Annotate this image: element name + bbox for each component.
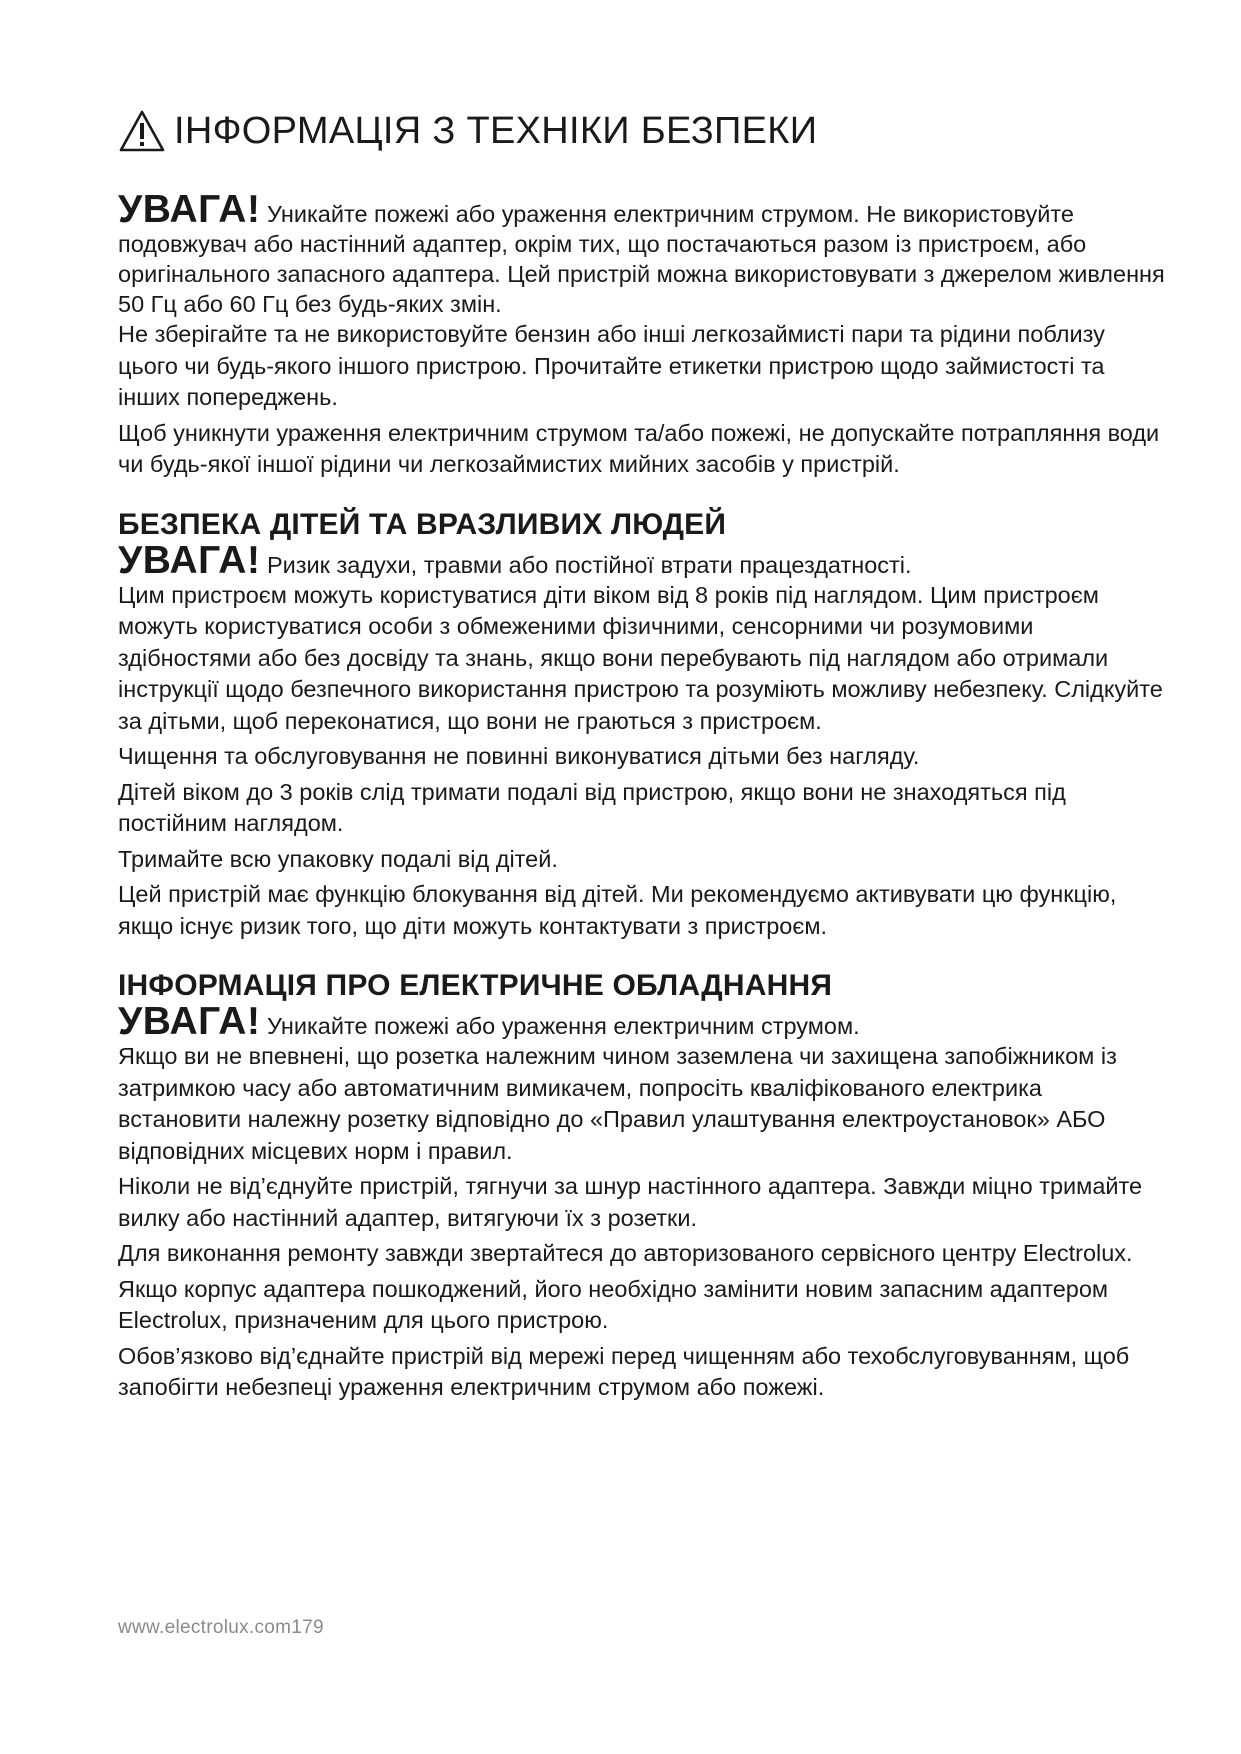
warning-line — [118, 1000, 1168, 1043]
paragraph: Цим пристроєм можуть користуватися діти віком від 8 років під наглядом. Цим пристроєм можуть користуватися особи з обмеженими фізичними, сенсорними чи розумовими здібностями або без досвіду та знань, якщо вони перебувають під наглядом або отримали інструкції щодо безпечного використання пристрою та розуміють можливу небезпеку. Слідкуйте за дітьми, щоб переконатися, що вони не граються з пристроєм. — [118, 581, 1163, 734]
warning-triangle-icon — [118, 109, 166, 153]
warning-line — [118, 188, 1168, 319]
paragraph: Для виконання ремонту завжди звертайтеся до авторизованого сервісного центру Electrolux. — [118, 1240, 1133, 1266]
paragraph: Дітей віком до 3 років слід тримати подалі від пристрою, якщо вони не знаходяться під постійним наглядом. — [118, 778, 1066, 836]
page-title-text: ІНФОРМАЦІЯ З ТЕХНІКИ БЕЗПЕКИ — [174, 110, 818, 152]
section-heading: БЕЗПЕКА ДІТЕЙ ТА ВРАЗЛИВИХ ЛЮДЕЙ — [118, 507, 727, 541]
paragraph: Обов’язково від’єднайте пристрій від мережі перед чищенням або техобслуговуванням, щоб запобігти небезпеці ураження електричним струмом або пожежі. — [118, 1342, 1130, 1400]
paragraph: Якщо корпус адаптера пошкоджений, його необхідно замінити новим запасним адаптером Electrolux, призначеним для цього пристрою. — [118, 1275, 1109, 1333]
section-child-safety — [118, 507, 1168, 943]
paragraph: Тримайте всю упаковку подалі від дітей. — [118, 845, 558, 872]
section-general — [118, 188, 1168, 481]
paragraph: Ніколи не від’єднуйте пристрій, тягнучи за шнур настінного адаптера. Завжди міцно тримайте вилку або настінний адаптер, витягуючи їх з розетки. — [118, 1173, 1143, 1231]
warning-text: Ризик задухи, травми або постійної втрати працездатності. — [266, 551, 912, 578]
paragraph: Якщо ви не впевнені, що розетка належним чином заземлена чи захищена запобіжником із затримкою часу або автоматичним вимикачем, попросіть кваліфікованого електрика встановити належну розетку відповідно до «Правил улаштування електроустановок» АБО відповідних місцевих норм і правил. — [118, 1043, 1117, 1164]
warning-word: УВАГА! — [118, 188, 261, 231]
paragraph: Щоб уникнути ураження електричним струмом та/або пожежі, не допускайте потрапляння води чи будь-якої іншої рідини чи легкозаймистих мийних засобів у пристрій. — [118, 419, 1160, 477]
warning-text: Уникайте пожежі або ураження електричним струмом. Не використовуйте подовжувач або настінний адаптер, окрім тих, що постачаються разом із пристроєм, або оригінального запасного адаптера. Цей пристрій можна використовувати з джерелом живлення 50 Гц або 60 Гц без будь-яких змін. — [118, 201, 1165, 317]
paragraph: Чищення та обслуговування не повинні виконуватися дітьми без нагляду. — [118, 743, 920, 769]
page-title — [118, 104, 1168, 158]
footer-url: www.electrolux.com179 — [118, 1617, 324, 1638]
section-heading: ІНФОРМАЦІЯ ПРО ЕЛЕКТРИЧНЕ ОБЛАДНАННЯ — [118, 969, 833, 1002]
paragraph: Не зберігайте та не використовуйте бензин або інші легкозаймисті пари та рідини поблизу цього чи будь-якого іншого пристрою. Прочитайте етикетки пристрою щодо займистості та інших попереджень. — [118, 321, 1105, 410]
section-electrical — [118, 968, 1168, 1404]
paragraph: Цей пристрій має функцію блокування від дітей. Ми рекомендуємо активувати цю функцію, якщо існує ризик того, що діти можуть контактувати з пристроєм. — [118, 881, 1117, 939]
warning-text: Уникайте пожежі або ураження електричним струмом. — [266, 1013, 860, 1039]
warning-word: УВАГА! — [118, 1000, 261, 1043]
warning-word: УВАГА! — [118, 538, 261, 582]
warning-line — [118, 538, 1168, 582]
page-content — [118, 104, 1168, 1430]
